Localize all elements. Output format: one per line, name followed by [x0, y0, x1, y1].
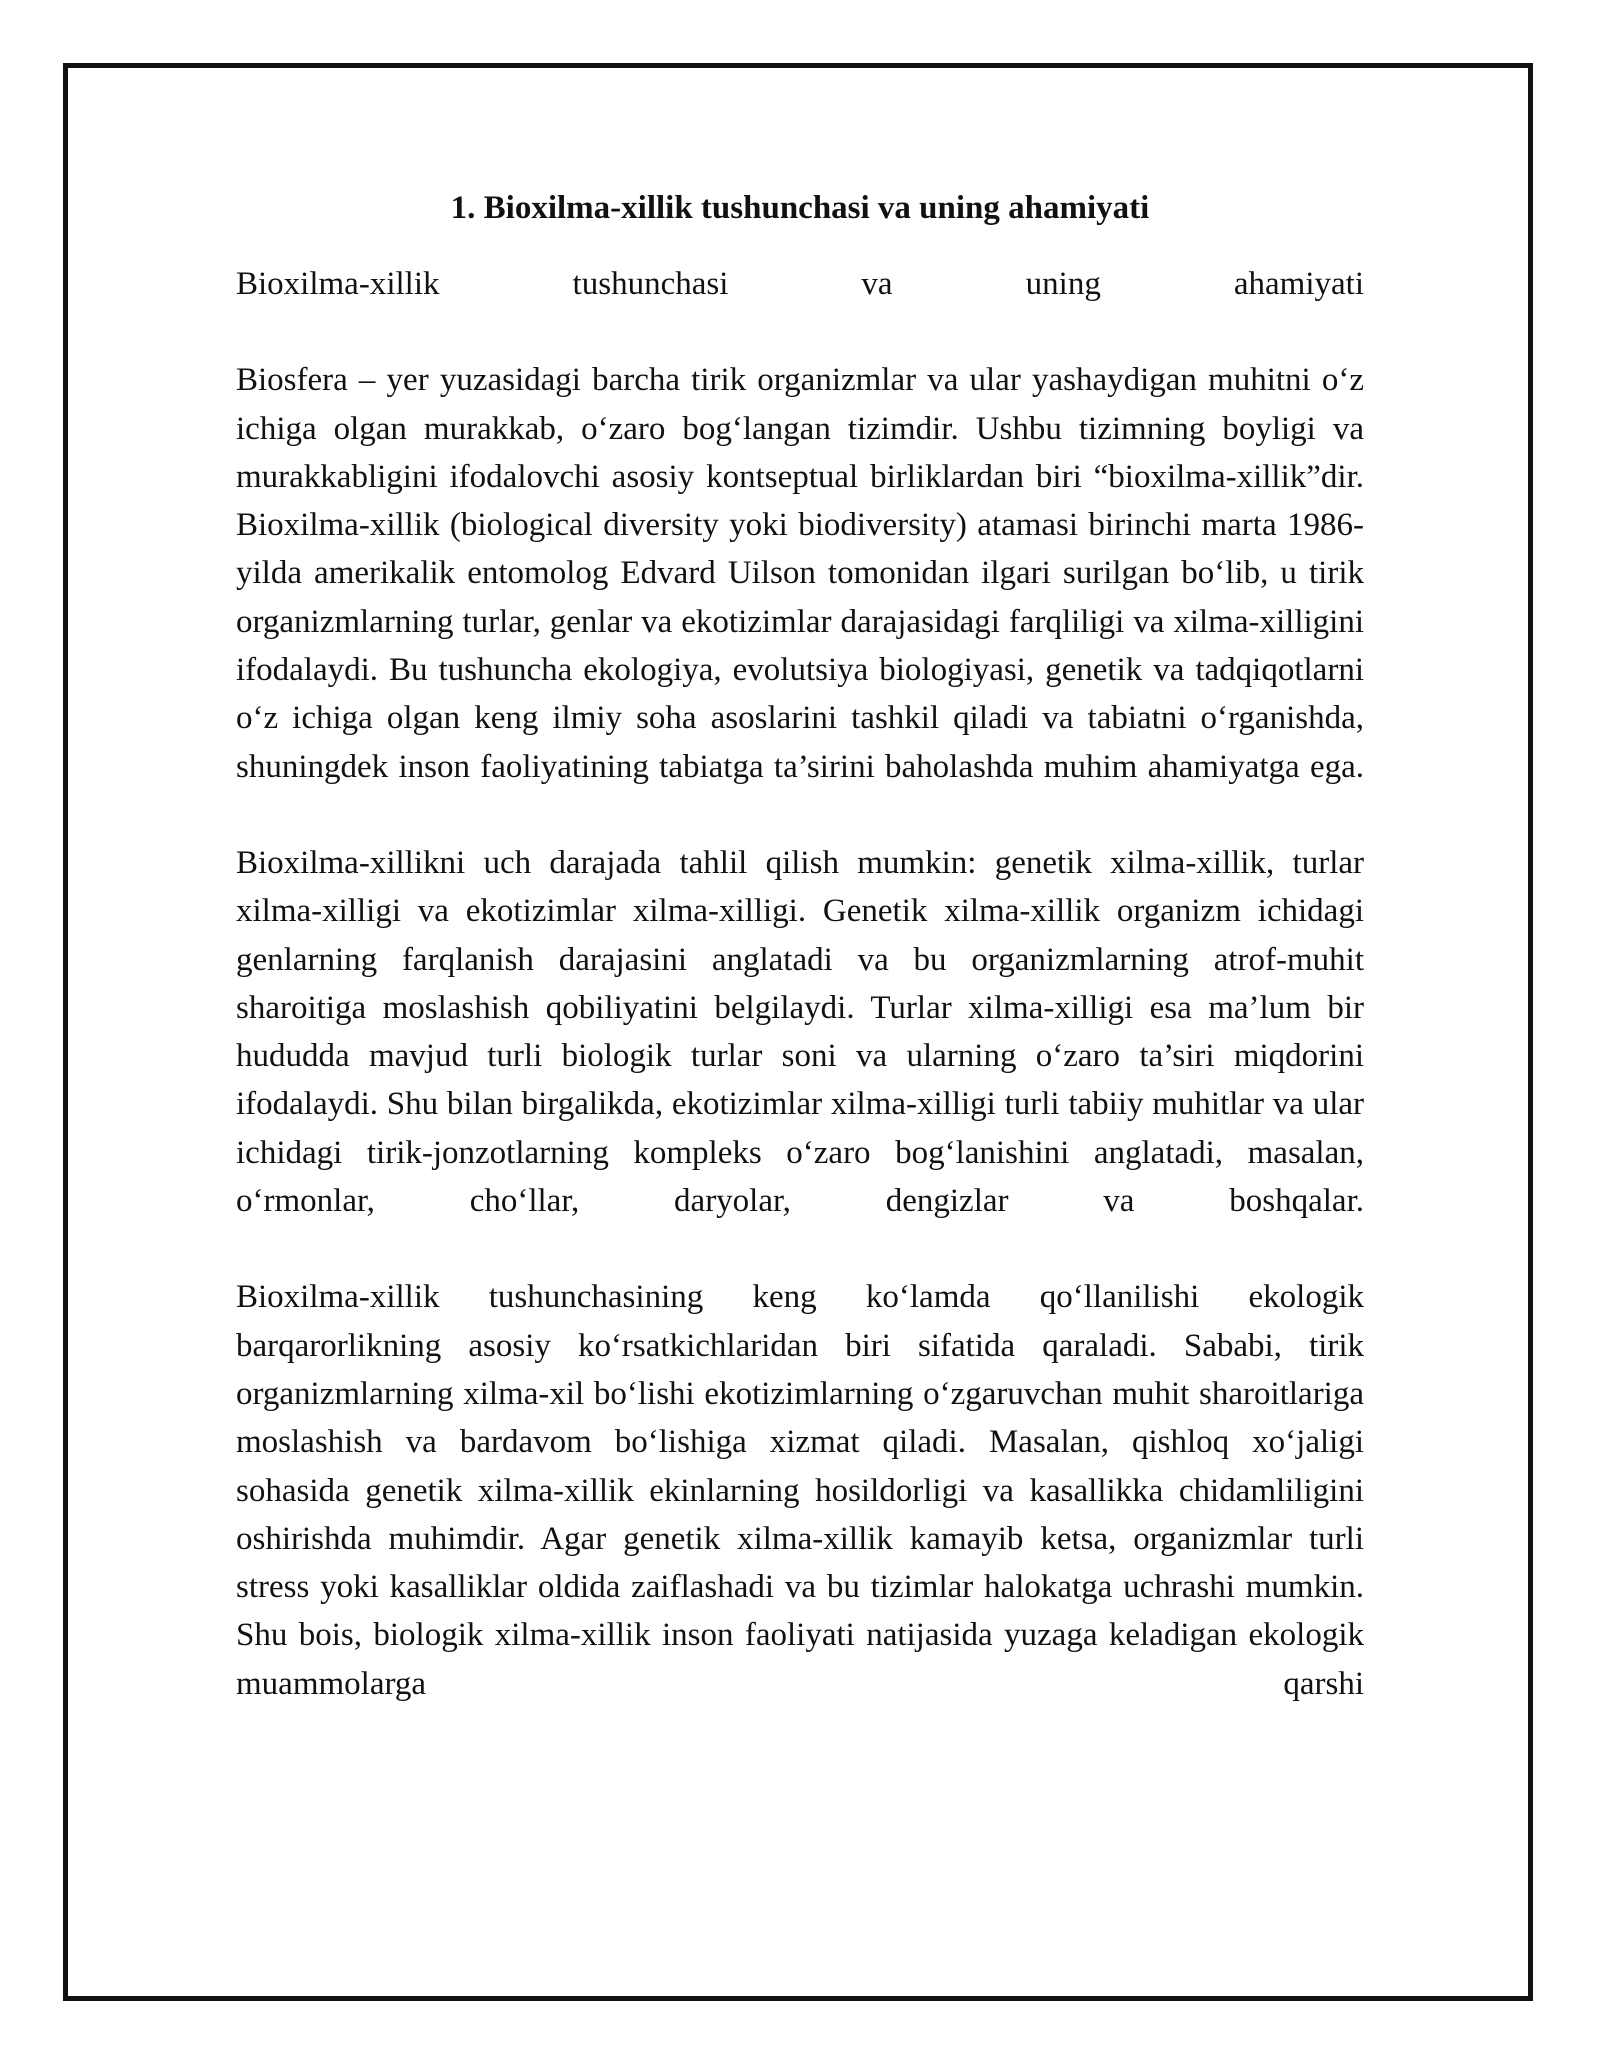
paragraph-importance: Bioxilma-xillik tushunchasining keng ko‘lamda qo‘llanilishi ekologik barqarorlikning asosiy ko‘rsatkichlaridan biri sifatida qaraladi. Sababi, tirik organizmlarning xilma-xil bo‘lishi ekotizimlarning o‘zgaruvchan muhit sharoitlariga moslashish va bardavom bo‘lishiga xizmat qiladi. Masalan, qishloq xo‘jaligi sohasida genetik xilma-xillik ekinlarning hosildorligi va kasallikka chidamliligini oshirishda muhimdir. Agar genetik xilma-xillik kamayib ketsa, organizmlar turli stress yoki kasalliklar oldida zaiflashadi va bu tizimlar halokatga uchrashi mumkin. Shu bois, biologik xilma-xillik inson faoliyati natijasida yuzaga keladigan ekologik muammolarga qarshi — [236, 1279, 1364, 1702]
paragraph-biosphere: Biosfera – yer yuzasidagi barcha tirik organizmlar va ular yashaydigan muhitni o‘z ichiga olgan murakkab, o‘zaro bog‘langan tizimdir. Ushbu tizimning boyligi va murakkabligini ifodalovchi asosiy kontseptual birliklardan biri “bioxilma-xillik”dir. Bioxilma-xillik (biological diversity yoki biodiversity) atamasi birinchi marta 1986-yilda amerikalik entomolog Edvard Uilson tomonidan ilgari surilgan bo‘lib, u tirik organizmlarning turlar, genlar va ekotizimlar darajasidagi farqliligi va xilma-xilligini ifodalaydi. Bu tushuncha ekologiya, evolutsiya biologiyasi, genetik va tadqiqotlarni o‘z ichiga olgan keng ilmiy soha asoslarini tashkil qiladi va tabiatni o‘rganishda, shuningdek inson faoliyatining tabiatga ta’sirini baholashda muhim ahamiyatga ega. — [236, 362, 1364, 785]
paragraph-levels: Bioxilma-xillikni uch darajada tahlil qilish mumkin: genetik xilma-xillik, turlar xilma-xilligi va ekotizimlar xilma-xilligi. Genetik xilma-xillik organizm ichidagi genlarning farqlanish darajasini anglatadi va bu organizmlarning atrof-muhit sharoitiga moslashish qobiliyatini belgilaydi. Turlar xilma-xilligi esa ma’lum bir hududda mavjud turli biologik turlar soni va ularning o‘zaro ta’siri miqdorini ifodalaydi. Shu bilan birgalikda, ekotizimlar xilma-xilligi turli tabiiy muhitlar va ular ichidagi tirik-jonzotlarning kompleks o‘zaro bog‘lanishini anglatadi, masalan, o‘rmonlar, cho‘llar, daryolar, dengizlar va boshqalar. — [236, 844, 1364, 1220]
page-title: 1. Bioxilma-xillik tushunchasi va uning ahamiyati — [450, 190, 1150, 226]
section-subtitle: Bioxilma-xillik tushunchasi va uning ahamiyati — [236, 266, 1364, 302]
document-body — [236, 184, 1364, 1708]
